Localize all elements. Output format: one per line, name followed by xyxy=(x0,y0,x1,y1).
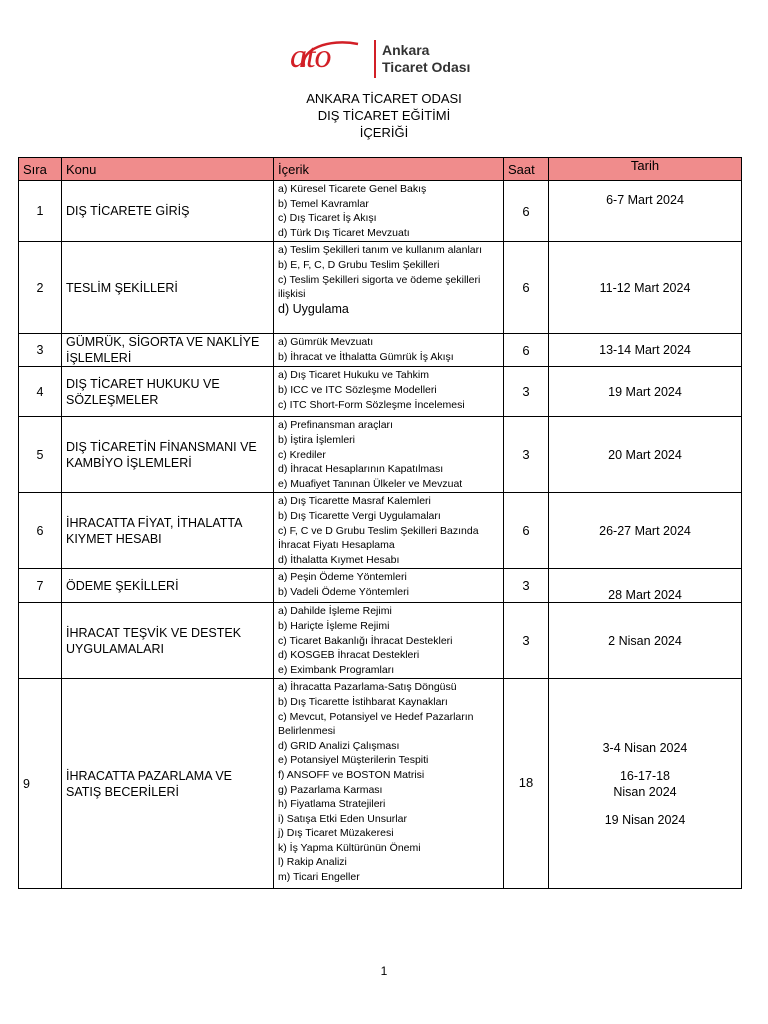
row-hours: 6 xyxy=(504,334,549,367)
row-content-list xyxy=(274,417,504,493)
content-item: a) Teslim Şekilleri tanım ve kullanım alanları xyxy=(278,244,483,257)
content-item: m) Ticari Engeller xyxy=(278,871,360,884)
row-hours: 3 xyxy=(504,417,549,493)
content-item: h) Fiyatlama Stratejileri xyxy=(278,798,386,811)
content-item: i) Satışa Etki Eden Unsurlar xyxy=(278,812,407,825)
row-number: 2 xyxy=(19,242,62,334)
content-item: a) Dahilde İşleme Rejimi xyxy=(278,605,392,618)
row-content-list xyxy=(274,603,504,679)
content-item: b) İhracat ve İthalatta Gümrük İş Akışı xyxy=(278,350,454,363)
date-line: Nisan 2024 xyxy=(613,784,677,799)
content-item: b) Dış Ticarette Vergi Uygulamaları xyxy=(278,509,441,522)
table-body xyxy=(19,181,742,889)
logo-text xyxy=(382,42,470,76)
header-icerik: İçerik xyxy=(274,158,504,181)
row-topic: TESLİM ŞEKİLLERİ xyxy=(62,242,274,334)
content-item: d) KOSGEB İhracat Destekleri xyxy=(278,649,420,662)
content-item: b) E, F, C, D Grubu Teslim Şekilleri xyxy=(278,258,440,271)
content-item: b) İştira İşlemleri xyxy=(278,433,356,446)
content-item: a) Dış Ticaret Hukuku ve Tahkim xyxy=(278,369,429,382)
content-item: c) ITC Short-Form Sözleşme İncelemesi xyxy=(278,398,465,411)
table-row xyxy=(19,181,742,242)
content-item: c) Dış Ticaret İş Akışı xyxy=(278,212,377,225)
content-item: b) Temel Kavramlar xyxy=(278,197,369,210)
row-number: 7 xyxy=(19,569,62,603)
table-row xyxy=(19,603,742,679)
content-item: e) Muafiyet Tanınan Ülkeler ve Mevzuat xyxy=(278,477,463,490)
row-number: 4 xyxy=(19,367,62,417)
content-item: f) ANSOFF ve BOSTON Matrisi xyxy=(278,768,425,781)
content-item: d) GRID Analizi Çalışması xyxy=(278,739,400,752)
title-line2: DIŞ TİCARET EĞİTİMİ xyxy=(317,108,451,123)
row-hours: 3 xyxy=(504,569,549,603)
row-date: 6-7 Mart 2024 xyxy=(549,181,742,242)
logo-line1: Ankara xyxy=(382,42,430,58)
row-date: 11-12 Mart 2024 xyxy=(549,242,742,334)
date-line: 19 Nisan 2024 xyxy=(604,812,686,827)
row-number xyxy=(19,603,62,679)
content-item: b) Dış Ticarette İstihbarat Kaynakları xyxy=(278,695,448,708)
content-item: d) Türk Dış Ticaret Mevzuatı xyxy=(278,226,410,239)
table-row xyxy=(19,367,742,417)
header-tarih: Tarih xyxy=(549,158,742,181)
row-topic: İHRACAT TEŞVİK VE DESTEK UYGULAMALARI xyxy=(62,603,274,679)
row-hours: 18 xyxy=(504,679,549,889)
row-number: 9 xyxy=(19,679,62,889)
table-row xyxy=(19,417,742,493)
content-item: a) Gümrük Mevzuatı xyxy=(278,336,374,349)
row-topic: İHRACATTA PAZARLAMA VE SATIŞ BECERİLERİ xyxy=(62,679,274,889)
table-row xyxy=(19,242,742,334)
logo-mark: ato xyxy=(290,38,331,75)
content-item: e) Eximbank Programları xyxy=(278,663,395,676)
table-row xyxy=(19,569,742,603)
row-number: 6 xyxy=(19,493,62,569)
row-hours: 3 xyxy=(504,367,549,417)
table-row xyxy=(19,679,742,889)
content-item: c) Mevcut, Potansiyel ve Hedef Pazarların Belirlenmesi xyxy=(278,710,474,738)
table-header-row xyxy=(19,158,742,181)
row-date: 19 Mart 2024 xyxy=(549,367,742,417)
header-konu: Konu xyxy=(62,158,274,181)
row-date: 13-14 Mart 2024 xyxy=(549,334,742,367)
row-date: 28 Mart 2024 xyxy=(549,569,742,603)
logo-divider xyxy=(374,40,376,78)
content-item: e) Potansiyel Müşterilerin Tespiti xyxy=(278,754,429,767)
table-row xyxy=(19,493,742,569)
row-number: 3 xyxy=(19,334,62,367)
row-content-list xyxy=(274,367,504,417)
content-item: b) Hariçte İşleme Rejimi xyxy=(278,619,390,632)
row-content-list xyxy=(274,679,504,889)
row-topic: DIŞ TİCARETİN FİNANSMANI VE KAMBİYO İŞLEMLERİ xyxy=(62,417,274,493)
content-item: k) İş Yapma Kültürünün Önemi xyxy=(278,841,421,854)
content-item: j) Dış Ticaret Müzakeresi xyxy=(278,827,394,840)
content-item: a) Peşin Ödeme Yöntemleri xyxy=(278,571,407,584)
row-topic: ÖDEME ŞEKİLLERİ xyxy=(62,569,274,603)
row-number: 1 xyxy=(19,181,62,242)
content-item: a) Dış Ticarette Masraf Kalemleri xyxy=(278,495,431,508)
row-topic: İHRACATTA FİYAT, İTHALATTA KIYMET HESABI xyxy=(62,493,274,569)
row-hours: 6 xyxy=(504,493,549,569)
content-item: d) İthalatta Kıymet Hesabı xyxy=(278,553,400,566)
content-item: b) Vadeli Ödeme Yöntemleri xyxy=(278,585,409,598)
ato-logo xyxy=(290,36,480,84)
row-topic: DIŞ TİCARETE GİRİŞ xyxy=(62,181,274,242)
content-item: l) Rakip Analizi xyxy=(278,856,347,869)
logo-line2: Ticaret Odası xyxy=(382,59,471,75)
header-saat: Saat xyxy=(504,158,549,181)
title-line3: İÇERİĞİ xyxy=(359,125,409,140)
row-date: 26-27 Mart 2024 xyxy=(549,493,742,569)
content-item: a) Prefinansman araçları xyxy=(278,419,393,432)
document-title xyxy=(0,90,768,141)
content-item: d) İhracat Hesaplarının Kapatılması xyxy=(278,463,444,476)
row-number: 5 xyxy=(19,417,62,493)
header-sira: Sıra xyxy=(19,158,62,181)
content-item: c) Teslim Şekilleri sigorta ve ödeme şekilleri ilişkisi xyxy=(278,273,481,301)
content-item: g) Pazarlama Karması xyxy=(278,783,383,796)
content-item: b) ICC ve ITC Sözleşme Modelleri xyxy=(278,383,437,396)
row-topic: DIŞ TİCARET HUKUKU VE SÖZLEŞMELER xyxy=(62,367,274,417)
content-item: a) İhracatta Pazarlama-Satış Döngüsü xyxy=(278,681,457,694)
row-hours: 6 xyxy=(504,242,549,334)
content-item: a) Küresel Ticarete Genel Bakış xyxy=(278,183,427,195)
title-line1: ANKARA TİCARET ODASI xyxy=(306,91,462,106)
content-item: c) Krediler xyxy=(278,448,326,461)
row-hours: 3 xyxy=(504,603,549,679)
row-content-list xyxy=(274,242,504,334)
row-content-list xyxy=(274,181,504,242)
page-number: 1 xyxy=(380,964,388,978)
content-item: c) F, C ve D Grubu Teslim Şekilleri Bazında İhracat Fiyatı Hesaplama xyxy=(278,524,479,552)
row-date: 20 Mart 2024 xyxy=(549,417,742,493)
row-hours: 6 xyxy=(504,181,549,242)
row-content-list xyxy=(274,569,504,603)
content-item: d) Uygulama xyxy=(278,301,349,316)
row-content-list xyxy=(274,334,504,367)
row-content-list xyxy=(274,493,504,569)
curriculum-table xyxy=(18,157,742,889)
row-topic: GÜMRÜK, SİGORTA VE NAKLİYE İŞLEMLERİ xyxy=(62,334,274,367)
content-item: c) Ticaret Bakanlığı İhracat Destekleri xyxy=(278,634,453,647)
table-row xyxy=(19,334,742,367)
row-date: 2 Nisan 2024 xyxy=(549,603,742,679)
row-date xyxy=(549,679,742,889)
date-line: 3-4 Nisan 2024 xyxy=(602,740,688,755)
date-line: 16-17-18 xyxy=(619,768,671,783)
